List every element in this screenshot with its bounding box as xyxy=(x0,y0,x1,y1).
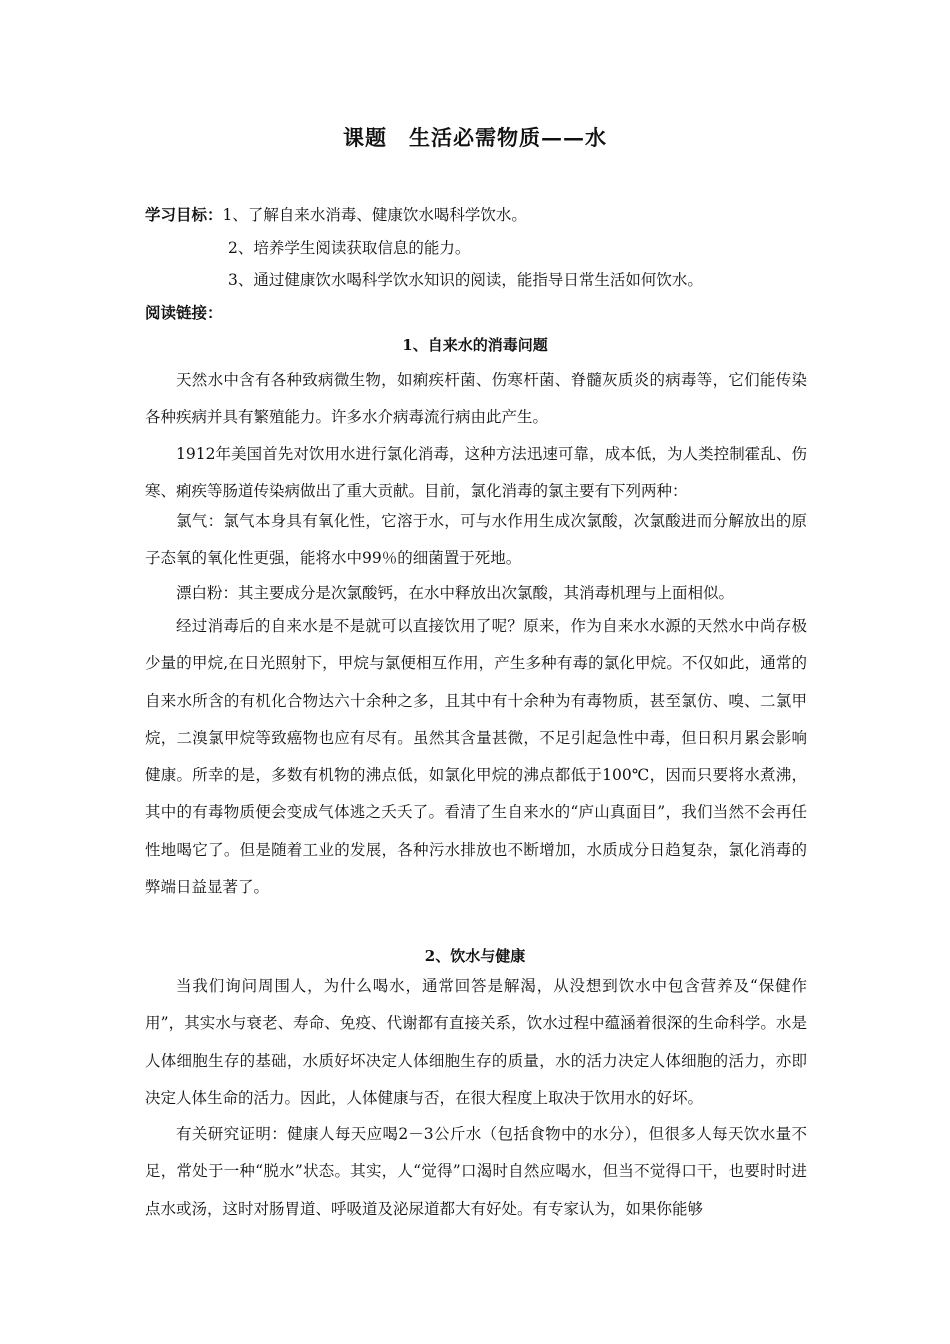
section-heading: 1、自来水的消毒问题 xyxy=(402,336,548,354)
objective-item: 1、了解自来水消毒、健康饮水喝科学饮水。 xyxy=(222,206,527,224)
objectives-label: 学习目标： xyxy=(145,205,223,224)
paragraph: 1912年美国首先对饮用水进行氯化消毒，这种方法迅速可靠，成本低，为人类控制霍乱、伤寒、痢疾等肠道传染病做出了重大贡献。目前，氯化消毒的氯主要有下列两种： xyxy=(145,445,807,501)
paragraph: 当我们询问周围人，为什么喝水，通常回答是解渴，从没想到饮水中包含营养及“保健作用”，其实水与衰老、寿命、免疫、代谢都有直接关系，饮水过程中蕴涵着很深的生命科学。水是人体细胞生存的基础，水质好坏决定人体细胞生存的质量，水的活力决定人体细胞的活力，亦即决定人体生命的活力。因此，人体健康与否，在很大程度上取决于饮用水的好坏。 xyxy=(145,977,807,1107)
paragraph: 漂白粉：其主要成分是次氯酸钙，在水中释放出次氯酸，其消毒机理与上面相似。 xyxy=(176,584,735,602)
paragraph: 有关研究证明：健康人每天应喝2－3公斤水（包括食物中的水分），但很多人每天饮水量不足，常处于一种“脱水”状态。其实，人“觉得”口渴时自然应喝水，但当不觉得口干，也要时时进点水或汤，这时对肠胃道、呼吸道及泌尿道都大有好处。有专家认为，如果你能够 xyxy=(145,1125,807,1218)
section-heading: 2、饮水与健康 xyxy=(424,947,526,965)
objective-item: 3、通过健康饮水喝科学饮水知识的阅读，能指导日常生活如何饮水。 xyxy=(228,271,703,289)
page-title: 课题 生活必需物质——水 xyxy=(343,125,607,150)
objective-item: 2、培养学生阅读获取信息的能力。 xyxy=(228,239,471,257)
reading-link-label: 阅读链接： xyxy=(145,303,223,322)
paragraph: 天然水中含有各种致病微生物，如痢疾杆菌、伤寒杆菌、脊髓灰质炎的病毒等，它们能传染各种疾病并具有繁殖能力。许多水介病毒流行病由此产生。 xyxy=(145,371,807,427)
paragraph: 经过消毒后的自来水是不是就可以直接饮用了呢？原来，作为自来水水源的天然水中尚存极少量的甲烷,在日光照射下，甲烷与氯便相互作用，产生多种有毒的氯化甲烷。不仅如此，通常的自来水所含的有机化合物达六十余种之多，且其中有十余种为有毒物质，甚至氯仿、嗅、二氯甲烷，二溴氯甲烷等致癌物也应有尽有。虽然其含量甚微，不足引起急性中毒，但日积月累会影响健康。所幸的是，多数有机物的沸点低，如氯化甲烷的沸点都低于100℃，因而只要将水煮沸，其中的有毒物质便会变成气体逃之夭夭了。看清了生自来水的“庐山真面目”，我们当然不会再任性地喝它了。但是随着工业的发展，各种污水排放也不断增加，水质成分日趋复杂，氯化消毒的弊端日益显著了。 xyxy=(145,617,807,897)
objective-line-1 xyxy=(145,203,527,225)
paragraph: 氯气：氯气本身具有氧化性，它溶于水，可与水作用生成次氯酸，次氯酸进而分解放出的原子态氧的氧化性更强，能将水中99％的细菌置于死地。 xyxy=(145,512,807,568)
